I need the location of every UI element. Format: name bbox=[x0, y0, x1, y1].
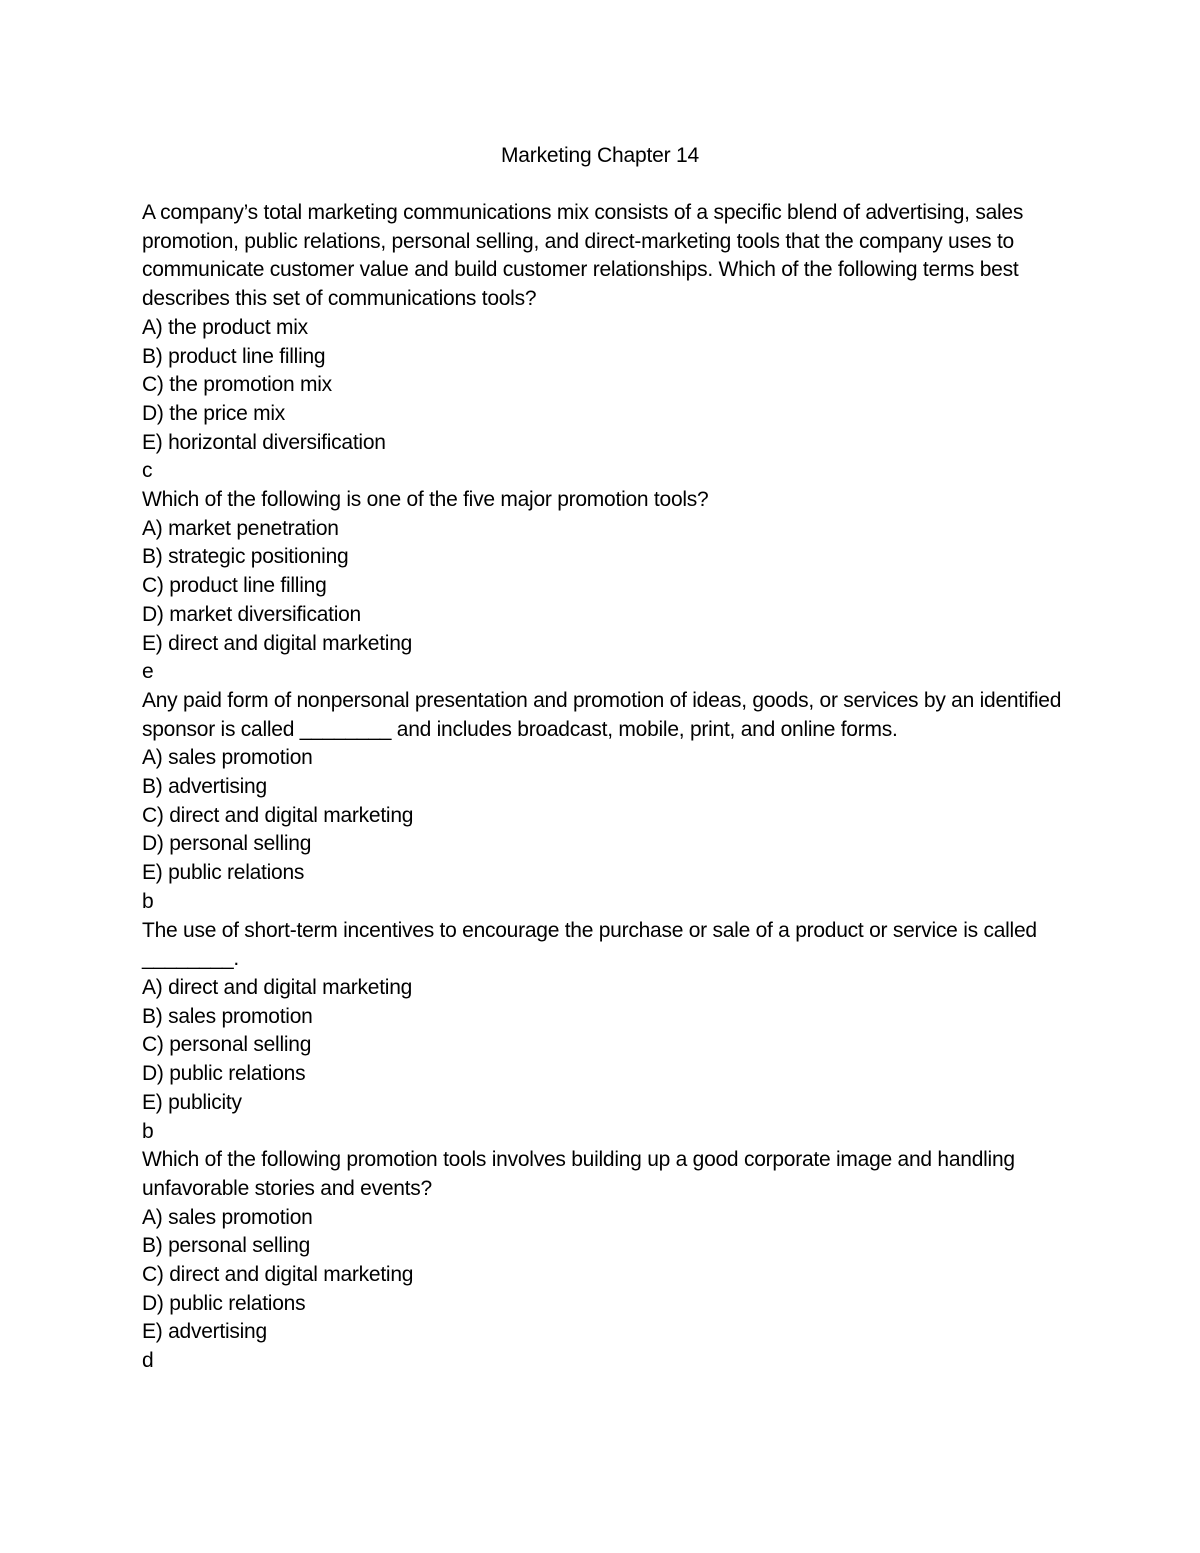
option-d: D) market diversification bbox=[142, 602, 361, 626]
answer-key: c bbox=[142, 459, 153, 483]
option-d: D) personal selling bbox=[142, 832, 312, 856]
answer-key: b bbox=[142, 1119, 154, 1143]
question-2 bbox=[142, 486, 1062, 687]
option-e: E) public relations bbox=[142, 861, 305, 885]
question-4 bbox=[142, 917, 1062, 1147]
option-b: B) personal selling bbox=[142, 1234, 311, 1258]
document-body bbox=[142, 199, 1062, 1376]
question-text: A company’s total marketing communications mix consists of a specific blend of advertising, sales promotion, public relations, personal selling, and direct-marketing tools that the company uses to communicate customer value and build customer relationships. Which of the following terms best describes this set of communications tools? bbox=[142, 201, 1024, 311]
question-1 bbox=[142, 199, 1062, 486]
option-e: E) horizontal diversification bbox=[142, 430, 386, 454]
option-c: C) product line filling bbox=[142, 574, 327, 598]
option-d: D) public relations bbox=[142, 1291, 306, 1315]
question-text: Any paid form of nonpersonal presentation and promotion of ideas, goods, or services by an identified sponsor is called ________ and includes broadcast, mobile, print, and online forms. bbox=[142, 688, 1062, 741]
option-e: E) advertising bbox=[142, 1320, 267, 1344]
option-a: A) market penetration bbox=[142, 516, 339, 540]
option-c: C) the promotion mix bbox=[142, 373, 332, 397]
option-a: A) direct and digital marketing bbox=[142, 975, 413, 999]
answer-key: b bbox=[142, 889, 154, 913]
option-b: B) advertising bbox=[142, 775, 267, 799]
option-a: A) sales promotion bbox=[142, 746, 313, 770]
option-b: B) strategic positioning bbox=[142, 545, 349, 569]
answer-key: e bbox=[142, 660, 154, 684]
question-text: Which of the following promotion tools involves building up a good corporate image and handling unfavorable stories and events? bbox=[142, 1148, 1015, 1200]
question-text: The use of short-term incentives to encourage the purchase or sale of a product or service is called ________. bbox=[142, 918, 1037, 971]
option-a: A) sales promotion bbox=[142, 1205, 313, 1229]
question-5 bbox=[142, 1146, 1062, 1376]
option-d: D) the price mix bbox=[142, 401, 286, 425]
option-a: A) the product mix bbox=[142, 315, 308, 339]
option-d: D) public relations bbox=[142, 1062, 306, 1086]
option-e: E) direct and digital marketing bbox=[142, 631, 413, 655]
option-c: C) direct and digital marketing bbox=[142, 803, 414, 827]
answer-key: d bbox=[142, 1349, 154, 1373]
option-b: B) sales promotion bbox=[142, 1004, 313, 1028]
option-e: E) publicity bbox=[142, 1090, 242, 1114]
option-c: C) personal selling bbox=[142, 1033, 312, 1057]
question-text: Which of the following is one of the five major promotion tools? bbox=[142, 488, 709, 512]
document-title: Marketing Chapter 14 bbox=[501, 144, 699, 167]
option-b: B) product line filling bbox=[142, 344, 326, 368]
option-c: C) direct and digital marketing bbox=[142, 1263, 414, 1287]
question-3 bbox=[142, 687, 1062, 917]
